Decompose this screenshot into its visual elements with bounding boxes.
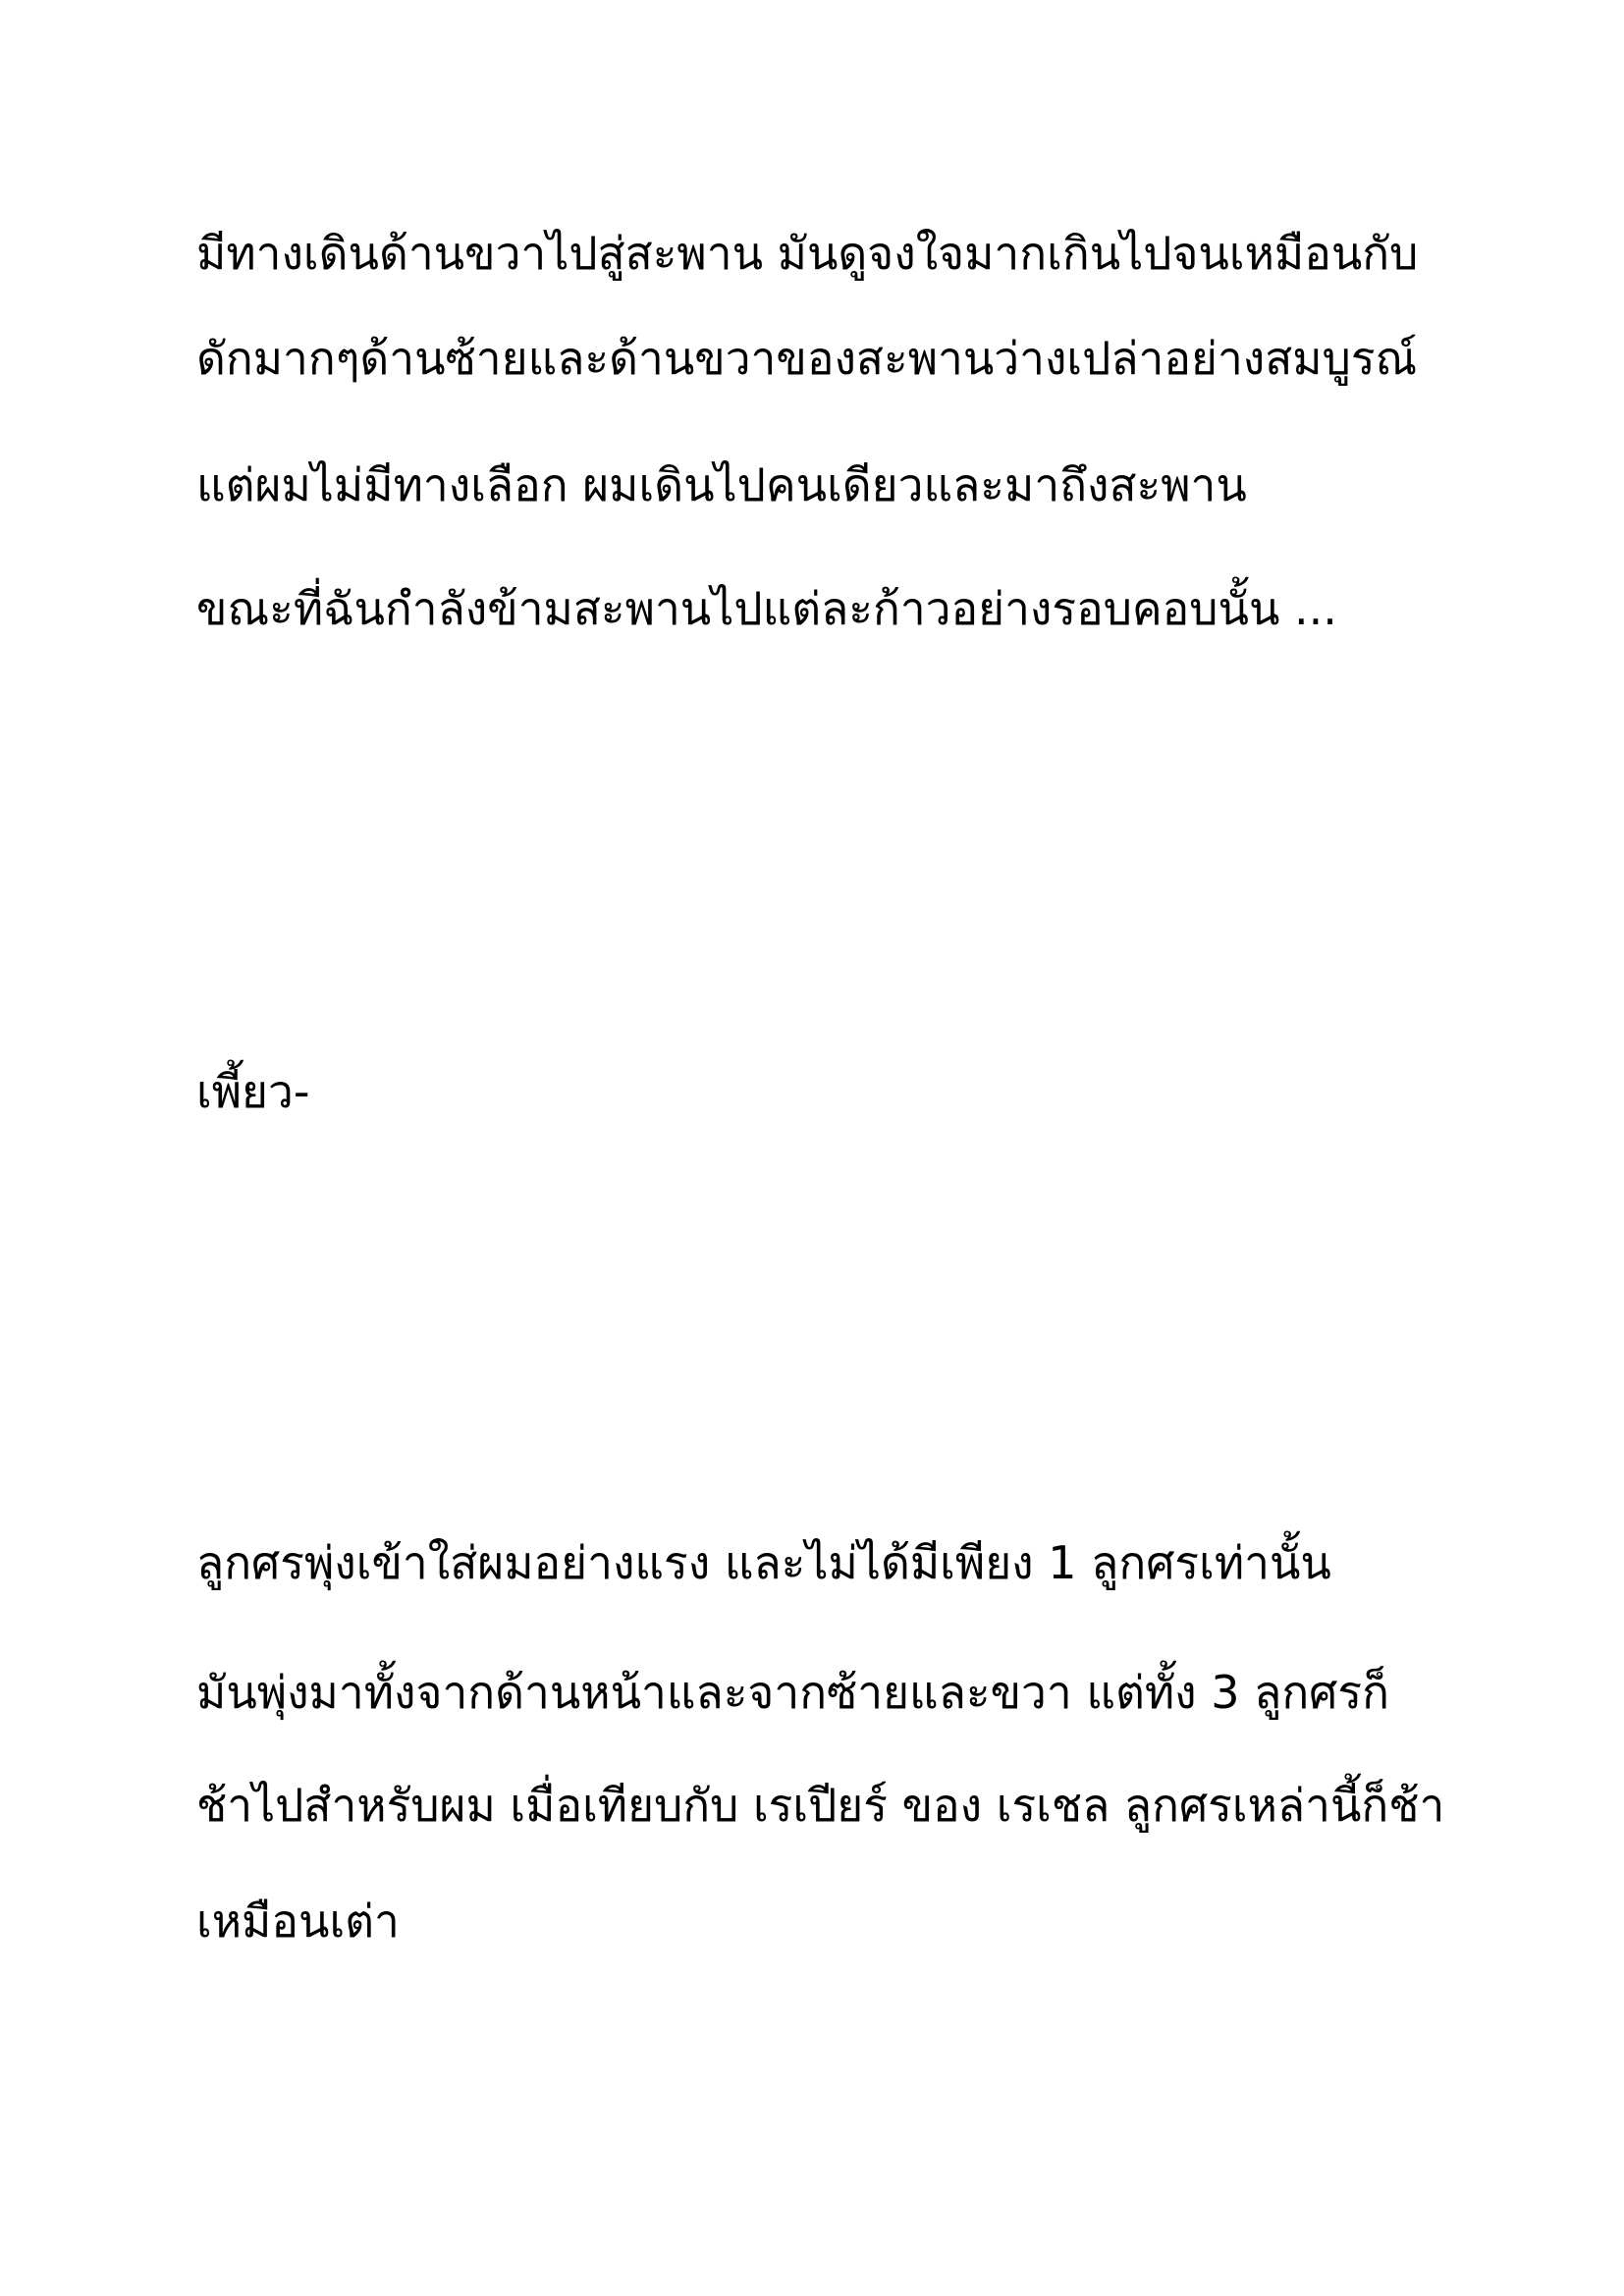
sound-effect: เพี้ยว- [196,1065,310,1118]
paragraph-1-line-2: ดักมากๆด้านซ้ายและด้านขวาของสะพานว่างเปล่าอย่างสมบูรณ์ [196,332,1418,385]
paragraph-2-line-2: มันพุ่งมาทั้งจากด้านหน้าและจากซ้ายและขวา แต่ทั้ง 3 ลูกศรก็ [196,1666,1389,1719]
paragraph-2-line-1: ลูกศรพุ่งเข้าใส่ผมอย่างแรง และไม่ได้มีเพียง 1 ลูกศรเท่านั้น [196,1536,1331,1589]
paragraph-2-line-3: ช้าไปสำหรับผม เมื่อเทียบกับ เรเปียร์ ของ เรเชล ลูกศรเหล่านี้ก็ช้า [196,1779,1445,1832]
paragraph-2-line-4: เหมือนเต่า [196,1895,400,1948]
paragraph-1-line-1: มีทางเดินด้านขวาไปสู่สะพาน มันดูจงใจมากเกินไปจนเหมือนกับ [196,227,1419,280]
paragraph-1-line-4: ขณะที่ฉันกำลังข้ามสะพานไปแต่ละก้าวอย่างรอบคอบนั้น ... [196,582,1337,635]
paragraph-1-line-3: แต่ผมไม่มีทางเลือก ผมเดินไปคนเดียวและมาถึงสะพาน [196,458,1247,511]
